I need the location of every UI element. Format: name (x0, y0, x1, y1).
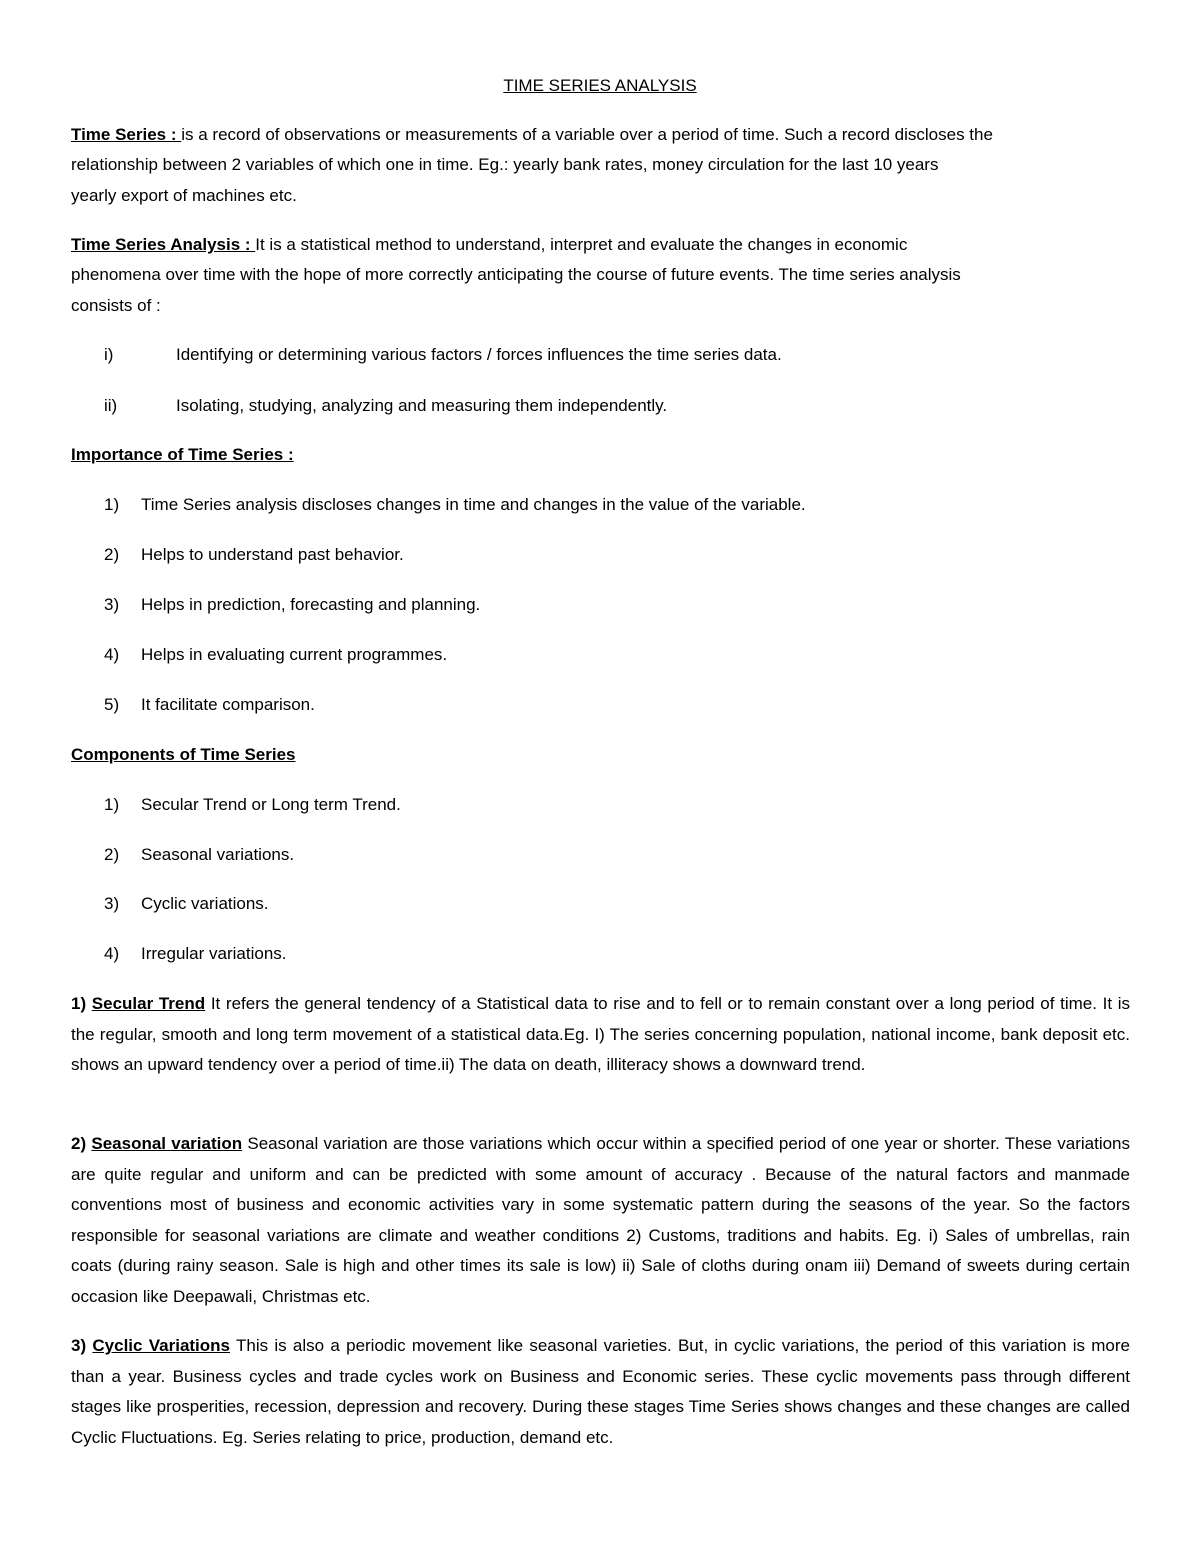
importance-item-text: Helps in evaluating current programmes. (141, 645, 448, 664)
component-item-text: Secular Trend or Long term Trend. (141, 795, 401, 814)
seasonal-variation-paragraph (71, 1129, 1130, 1312)
secular-trend-text: It refers the general tendency of a Statistical data to rise and to fell or to remain constant over a long period of time. It is the regular, smooth and long term movement of a statistical data.Eg. I) The series concerning population, national income, bank deposit etc. shows an upward tendency over a period of time.ii) The data on death, illiteracy shows a downward trend. (71, 994, 1130, 1074)
importance-item-text: It facilitate comparison. (141, 695, 315, 714)
tsa-label: Time Series Analysis : (71, 235, 256, 254)
component-item-number: 2) (104, 845, 120, 864)
document-title: TIME SERIES ANALYSIS (503, 76, 697, 95)
component-item-number: 3) (104, 894, 120, 913)
seasonal-variation-label: Seasonal variation (91, 1134, 243, 1153)
importance-item-number: 3) (104, 595, 120, 614)
tsa-item-text: Isolating, studying, analyzing and measuring them independently. (176, 396, 668, 415)
tsa-item-number: ii) (104, 396, 118, 415)
importance-item-number: 2) (104, 545, 120, 564)
time-series-definition-line-3: yearly export of machines etc. (71, 186, 297, 205)
secular-trend-paragraph (71, 989, 1130, 1081)
components-heading: Components of Time Series (71, 745, 296, 764)
component-item-text: Cyclic variations. (141, 894, 269, 913)
tsa-text-1: It is a statistical method to understand, interpret and evaluate the changes in economic (255, 235, 908, 254)
importance-heading: Importance of Time Series : (71, 445, 294, 464)
time-series-text-1: is a record of observations or measurements of a variable over a period of time. Such a record discloses the (181, 125, 993, 144)
cyclic-variations-paragraph (71, 1331, 1130, 1453)
cyclic-variations-label: Cyclic Variations (92, 1336, 231, 1355)
component-item-number: 4) (104, 944, 120, 963)
component-item-text: Seasonal variations. (141, 845, 295, 864)
cyclic-variations-text: This is also a periodic movement like seasonal varieties. But, in cyclic variations, the period of this variation is more than a year. Business cycles and trade cycles work on Business and Economic series. These cyclic movements pass through different stages like prosperities, recession, depression and recovery. During these stages Time Series shows changes and these changes are called Cyclic Fluctuations. Eg. Series relating to price, production, demand etc. (71, 1336, 1130, 1447)
importance-item-text: Helps to understand past behavior. (141, 545, 404, 564)
time-series-definition-line-1 (71, 124, 993, 146)
tsa-item-text: Identifying or determining various factors / forces influences the time series data. (176, 345, 782, 364)
secular-trend-label: Secular Trend (91, 994, 206, 1013)
secular-trend-number: 1) (71, 994, 92, 1013)
cyclic-variations-number: 3) (71, 1336, 93, 1355)
tsa-definition-line-1 (71, 234, 907, 256)
tsa-definition-line-3: consists of : (71, 296, 161, 315)
importance-item-number: 4) (104, 645, 120, 664)
seasonal-variation-number: 2) (71, 1134, 92, 1153)
time-series-label: Time Series : (71, 125, 182, 144)
tsa-item-number: i) (104, 345, 114, 364)
seasonal-variation-text: Seasonal variation are those variations which occur within a specified period of one year or shorter. These variations are quite regular and uniform and can be predicted with some amount of accuracy . Because of the natural factors and manmade conventions most of business and economic activities vary in some systematic pattern during the seasons of the year. So the factors responsible for seasonal variations are climate and weather conditions 2) Customs, traditions and habits. Eg. i) Sales of umbrellas, rain coats (during rainy season. Sale is high and other times its sale is low) ii) Sale of cloths during onam iii) Demand of sweets during certain occasion like Deepawali, Christmas etc. (71, 1134, 1131, 1306)
tsa-definition-line-2: phenomena over time with the hope of more correctly anticipating the course of future events. The time series analysis (71, 265, 961, 284)
importance-item-text: Time Series analysis discloses changes in time and changes in the value of the variable. (141, 495, 806, 514)
importance-item-number: 5) (104, 695, 120, 714)
importance-item-number: 1) (104, 495, 120, 514)
component-item-text: Irregular variations. (141, 944, 287, 963)
component-item-number: 1) (104, 795, 120, 814)
importance-item-text: Helps in prediction, forecasting and planning. (141, 595, 481, 614)
time-series-definition-line-2: relationship between 2 variables of which one in time. Eg.: yearly bank rates, money circulation for the last 10 years (71, 155, 939, 174)
